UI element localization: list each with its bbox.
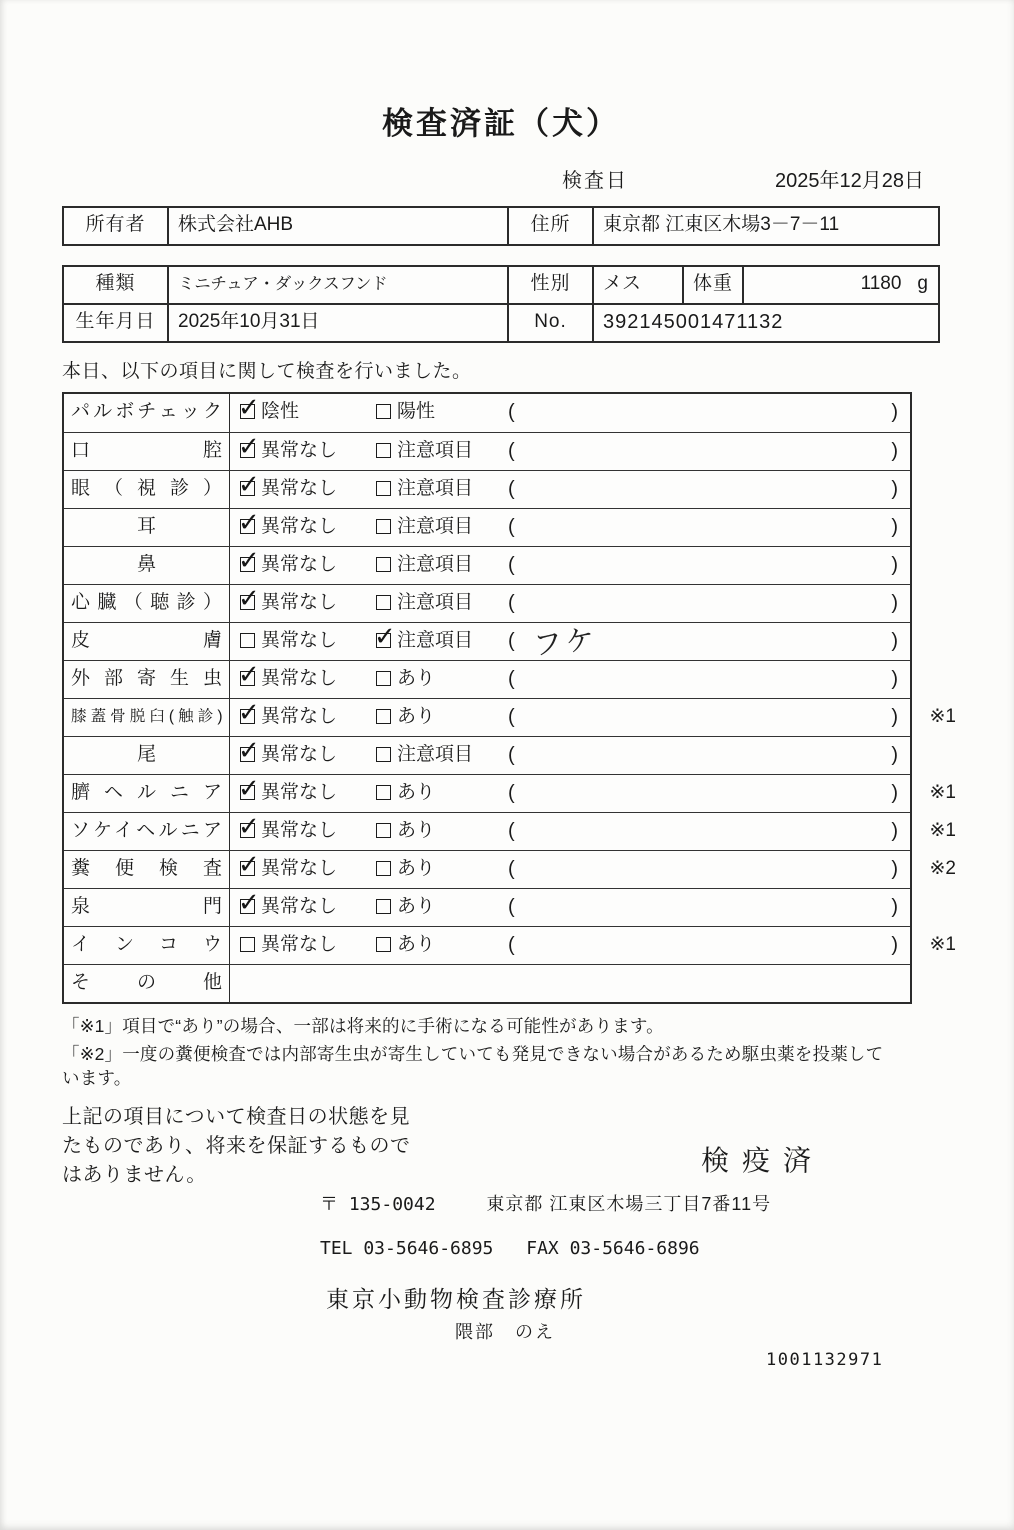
inspection-row [64, 584, 910, 622]
weight-unit: g [917, 273, 928, 294]
clinic-address: 東京都 江東区木場三丁目7番11号 [486, 1194, 772, 1214]
birthdate-value: 2025年10月31日 [167, 305, 507, 341]
paren-open-symbol: ( [508, 820, 515, 842]
checkbox-option1 [240, 747, 255, 762]
option2-label: あり [397, 782, 436, 803]
paren-open-symbol: ( [508, 592, 515, 614]
paren-open-symbol: ( [508, 858, 515, 880]
checkbox-option2 [376, 633, 391, 648]
inspection-row [64, 812, 956, 850]
paren-open-symbol: ( [508, 744, 515, 766]
checkbox-option2 [376, 671, 391, 686]
option1-label: 異常なし [261, 858, 338, 879]
checkbox-option1 [240, 595, 255, 610]
option2-label: あり [397, 896, 436, 917]
option1-label: 異常なし [261, 820, 338, 841]
inspection-row [64, 774, 956, 812]
sex-value: メス [592, 267, 682, 303]
checkbox-option2 [376, 937, 391, 952]
inspection-row-content [230, 889, 910, 926]
option1-label: 異常なし [261, 516, 338, 537]
paren-open-symbol: ( [508, 934, 515, 956]
option1-label: 異常なし [261, 630, 338, 651]
checkbox-option1 [240, 404, 255, 419]
paren-close-symbol: ) [891, 592, 898, 614]
footnote-mark: ※1 [929, 934, 956, 955]
disclaimer-text: 上記の項目について検査日の状態を見たものであり、将来を保証するものではありません。 [62, 1106, 411, 1187]
paren-close-symbol: ) [891, 706, 898, 728]
inspection-item-label: 心臓（聴診） [64, 585, 230, 622]
clinic-tel: TEL 03-5646-6895 [320, 1238, 494, 1259]
address-label: 住所 [507, 208, 592, 244]
checkbox-option2 [376, 557, 391, 572]
checkbox-option1 [240, 633, 255, 648]
option2-label: 陽性 [397, 401, 436, 422]
option1-label: 異常なし [261, 706, 338, 727]
option2-label: 注意項目 [397, 554, 474, 575]
checkbox-option2 [376, 899, 391, 914]
footnote-mark: ※1 [929, 820, 956, 841]
checkbox-option1 [240, 557, 255, 572]
checkbox-option2 [376, 443, 391, 458]
inspection-date-label: 検査日 [562, 170, 628, 192]
option2-label: あり [397, 858, 436, 879]
inspection-item-label: 膝蓋骨脱臼(触診) [64, 699, 230, 736]
inspection-row-content [230, 775, 910, 812]
inspection-row-content [230, 927, 910, 964]
option2-label: 注意項目 [397, 440, 474, 461]
inspection-item-label: 皮膚 [64, 623, 230, 660]
birthdate-label: 生年月日 [75, 311, 156, 332]
option2-label: 注意項目 [397, 516, 474, 537]
option2-label: あり [397, 934, 436, 955]
paren-open-symbol: ( [508, 478, 515, 500]
checkbox-option1 [240, 481, 255, 496]
option1-label: 異常なし [261, 782, 338, 803]
footnote-2: 「※2」一度の糞便検査では内部寄生虫が寄生していても発見できない場合があるため駆虫薬を投薬しています。 [62, 1044, 884, 1089]
footnote-1: 「※1」項目で“あり”の場合、一部は将来的に手術になる可能性があります。 [62, 1016, 664, 1036]
checkbox-option2 [376, 404, 391, 419]
checkbox-option2 [376, 709, 391, 724]
clinic-fax: FAX 03-5646-6896 [526, 1238, 700, 1259]
option2-label: 注意項目 [397, 744, 474, 765]
examiner-name: 隈部 のえ [455, 1322, 555, 1342]
paren-close-symbol: ) [891, 478, 898, 500]
option1-label: 異常なし [261, 934, 338, 955]
option1-label: 異常なし [261, 896, 338, 917]
paren-close-symbol: ) [891, 858, 898, 880]
paren-open-symbol: ( [508, 782, 515, 804]
inspection-row-content [230, 661, 910, 698]
weight-value-cell [742, 267, 942, 303]
inspection-item-label: 鼻 [64, 547, 230, 584]
inspection-row-content [230, 433, 910, 470]
paren-open-symbol: ( [508, 516, 515, 538]
inspection-row [64, 546, 910, 584]
breed-value: ミニチュア・ダックスフンド [167, 267, 507, 303]
paren-close-symbol: ) [891, 554, 898, 576]
inspection-row [64, 394, 910, 432]
intro-text: 本日、以下の項目に関して検査を行いました。 [62, 361, 472, 382]
checkbox-option2 [376, 747, 391, 762]
animal-table [62, 265, 940, 343]
option1-label: 陰性 [261, 401, 300, 422]
inspection-row-content [230, 547, 910, 584]
checkbox-option1 [240, 899, 255, 914]
inspection-item-label: 泉門 [64, 889, 230, 926]
paren-close-symbol: ) [891, 934, 898, 956]
owner-value: 株式会社AHB [167, 208, 507, 244]
checkbox-option1 [240, 671, 255, 686]
option1-label: 異常なし [261, 554, 338, 575]
inspection-row [64, 888, 910, 926]
inspection-row-content [230, 585, 910, 622]
inspection-row-content [230, 851, 910, 888]
footnote-mark: ※1 [929, 782, 956, 803]
inspection-item-label: 眼（視診） [64, 471, 230, 508]
checkbox-option2 [376, 823, 391, 838]
inspection-row [64, 850, 956, 888]
checkbox-option1 [240, 823, 255, 838]
inspection-row [64, 432, 910, 470]
inspection-row [64, 964, 910, 1002]
paren-close-symbol: ) [891, 782, 898, 804]
paren-open-symbol: ( [508, 630, 515, 652]
option2-label: あり [397, 820, 436, 841]
inspection-date-value: 2025年12月28日 [775, 170, 924, 192]
inspection-item-label: 外部寄生虫 [64, 661, 230, 698]
option1-label: 異常なし [261, 440, 338, 461]
checkbox-option2 [376, 481, 391, 496]
paren-close-symbol: ) [891, 744, 898, 766]
inspection-row [64, 698, 956, 736]
inspection-table [62, 392, 956, 1004]
inspection-item-label: その他 [64, 965, 230, 1002]
inspection-row-content [230, 471, 910, 508]
owner-table [62, 206, 940, 246]
certificate-no-value: 392145001471132 [592, 305, 942, 341]
inspection-item-label: 耳 [64, 509, 230, 546]
option1-label: 異常なし [261, 744, 338, 765]
inspection-row-content [230, 699, 910, 736]
checkbox-option1 [240, 443, 255, 458]
postal-code: 135-0042 [348, 1194, 436, 1215]
option2-label: 注意項目 [397, 592, 474, 613]
paren-close-symbol: ) [891, 896, 898, 918]
page-title: 検査済証（犬） [382, 106, 620, 141]
checkbox-option2 [376, 595, 391, 610]
clinic-postal-line [320, 1190, 771, 1216]
paren-close-symbol: ) [891, 440, 898, 462]
checkbox-option1 [240, 785, 255, 800]
footnote-mark: ※1 [929, 706, 956, 727]
inspection-row [64, 470, 910, 508]
inspection-row [64, 660, 910, 698]
inspection-row-content [230, 394, 910, 432]
checkbox-option2 [376, 861, 391, 876]
paren-open-symbol: ( [508, 554, 515, 576]
inspection-row-content [230, 509, 910, 546]
inspection-item-label: 尾 [64, 737, 230, 774]
option1-label: 異常なし [261, 478, 338, 499]
inspection-row-content [230, 623, 910, 663]
inspection-item-label: 糞便検査 [64, 851, 230, 888]
inspection-item-label: パルボチェック [64, 394, 230, 432]
handwritten-note: フケ [531, 623, 600, 663]
paren-open-symbol: ( [508, 896, 515, 918]
inspection-row-content [230, 813, 910, 850]
clinic-tel-line [320, 1238, 700, 1259]
inspection-item-label: インコウ [64, 927, 230, 964]
checkbox-option2 [376, 785, 391, 800]
address-value: 東京都 江東区木場3－7－11 [592, 208, 942, 244]
checkbox-option1 [240, 519, 255, 534]
option2-label: 注意項目 [397, 630, 474, 651]
paren-open-symbol: ( [508, 706, 515, 728]
paren-open-symbol: ( [508, 401, 515, 423]
footnote-mark: ※2 [929, 858, 956, 879]
checkbox-option2 [376, 519, 391, 534]
checkbox-option1 [240, 709, 255, 724]
weight-value: 1180 [860, 273, 902, 294]
paren-open-symbol: ( [508, 668, 515, 690]
inspection-row-content [230, 737, 910, 774]
checkbox-option1 [240, 937, 255, 952]
inspection-row-content [230, 965, 910, 1002]
certificate-no-label: No. [507, 305, 592, 341]
paren-close-symbol: ) [891, 820, 898, 842]
option2-label: あり [397, 668, 436, 689]
inspection-item-label: ソケイヘルニア [64, 813, 230, 850]
checkbox-option1 [240, 861, 255, 876]
clinic-name: 東京小動物検査診療所 [326, 1286, 586, 1312]
inspection-row [64, 736, 910, 774]
inspection-item-label: 臍ヘルニア [64, 775, 230, 812]
inspection-row [64, 508, 910, 546]
paren-close-symbol: ) [891, 401, 898, 423]
option1-label: 異常なし [261, 668, 338, 689]
quarantine-stamp: 検疫済 [701, 1145, 825, 1176]
serial-number: 1001132971 [766, 1350, 884, 1370]
option2-label: 注意項目 [397, 478, 474, 499]
paren-close-symbol: ) [891, 630, 898, 652]
paren-close-symbol: ) [891, 516, 898, 538]
breed-label: 種類 [95, 273, 136, 294]
option1-label: 異常なし [261, 592, 338, 613]
inspection-item-label: 口腔 [64, 433, 230, 470]
owner-label: 所有者 [85, 214, 146, 235]
inspection-date-line [62, 164, 940, 192]
sex-label: 性別 [507, 267, 592, 303]
postal-mark: 〒 [320, 1194, 338, 1215]
weight-label: 体重 [682, 267, 742, 303]
inspection-row [64, 622, 910, 663]
paren-close-symbol: ) [891, 668, 898, 690]
paren-open-symbol: ( [508, 440, 515, 462]
inspection-row [64, 926, 956, 964]
option2-label: あり [397, 706, 436, 727]
